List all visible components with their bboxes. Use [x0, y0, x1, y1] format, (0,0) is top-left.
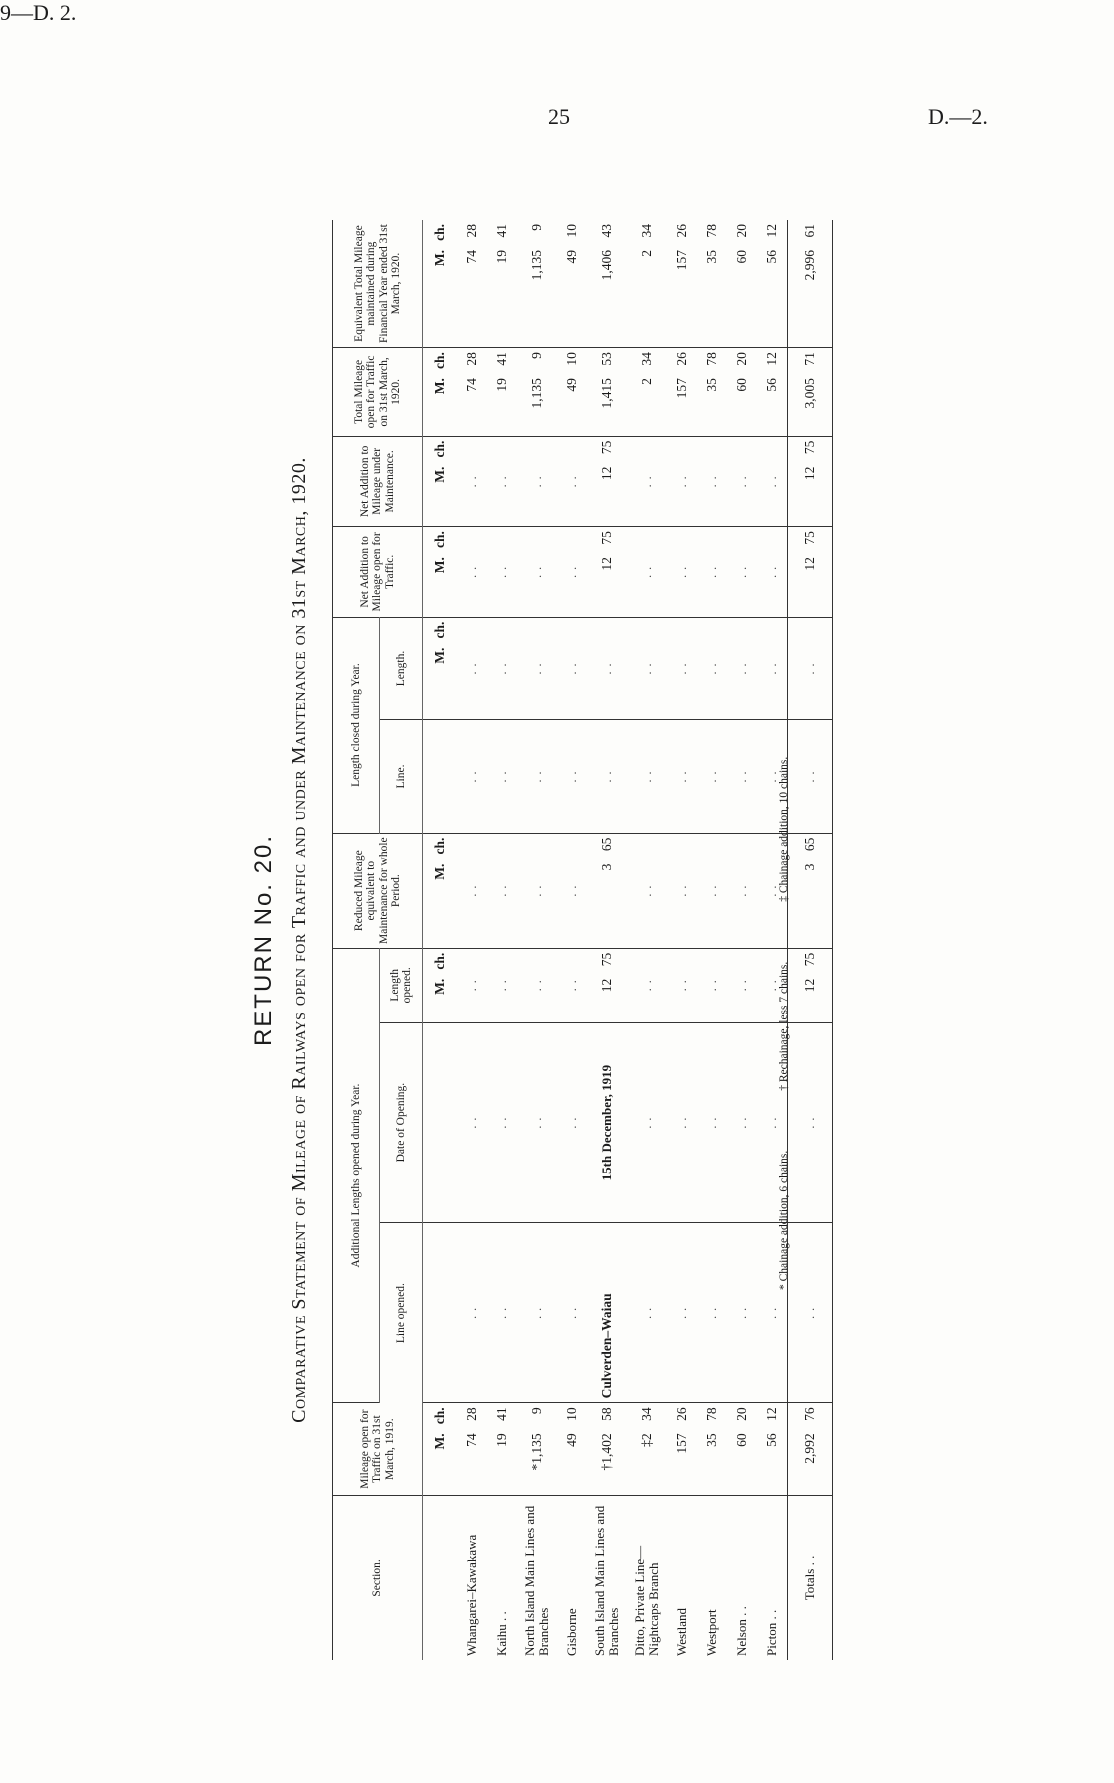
- table-row: [697, 220, 727, 1660]
- miles-value: 1,406: [599, 250, 614, 281]
- blank-dots: . .: [764, 1116, 779, 1129]
- col-mileage-1919: Mileage open for Traffic on 31st March, 1919.: [333, 1403, 423, 1496]
- section-name: South Island Main Lines and Branches: [592, 1505, 621, 1656]
- unit-ch: ch.: [432, 837, 447, 855]
- blank-dots: . .: [529, 884, 544, 897]
- blank-dots: . .: [764, 979, 779, 992]
- col-closed-line: Line.: [380, 720, 423, 833]
- blank-dots: . .: [529, 1116, 544, 1129]
- chains-value: 28: [464, 1407, 479, 1421]
- chains-value: 20: [734, 352, 749, 366]
- miles-value: 19: [494, 378, 509, 392]
- col-group-additional: Additional Lengths opened during Year.: [333, 948, 380, 1403]
- blank-dots: . .: [639, 1306, 654, 1319]
- chains-value: 10: [564, 1407, 579, 1421]
- footnote: ‡ Chainage addition, 10 chains.: [778, 756, 790, 902]
- blank-dots: . .: [494, 979, 509, 992]
- col-length-opened: Length opened.: [380, 948, 423, 1022]
- blank-dots: . .: [464, 1306, 479, 1319]
- blank-dots: . .: [494, 565, 509, 578]
- blank-dots: . .: [802, 662, 817, 675]
- mileage-table: [332, 220, 833, 1660]
- miles-value: 157: [674, 250, 689, 271]
- unit-m: M.: [432, 647, 447, 664]
- blank-dots: . .: [802, 1116, 817, 1129]
- unit-ch: ch.: [432, 224, 447, 241]
- miles-value: 49: [564, 1433, 579, 1447]
- section-name: Gisborne: [564, 1608, 580, 1656]
- blank-dots: . .: [802, 770, 817, 783]
- footnote: † Rechainage, less 7 chains.: [778, 961, 790, 1091]
- unit-ch: ch.: [432, 621, 447, 639]
- blank-dots: . .: [464, 770, 479, 783]
- blank-dots: . .: [764, 565, 779, 578]
- blank-dots: . .: [734, 770, 749, 783]
- blank-dots: . .: [564, 884, 579, 897]
- blank-dots: . .: [764, 1306, 779, 1319]
- miles-value: 2,996: [802, 250, 817, 281]
- miles-value: 1,135: [529, 250, 544, 281]
- blank-dots: . .: [674, 979, 689, 992]
- page-number: 25: [548, 104, 570, 129]
- unit-m: M.: [432, 378, 447, 395]
- blank-dots: . .: [734, 884, 749, 897]
- blank-dots: . .: [764, 662, 779, 675]
- blank-dots: . .: [564, 979, 579, 992]
- blank-dots: . .: [564, 1116, 579, 1129]
- table-row: [517, 220, 557, 1660]
- miles-value: 49: [564, 250, 579, 264]
- miles-value: 60: [734, 250, 749, 264]
- blank-dots: . .: [564, 1306, 579, 1319]
- blank-dots: . .: [639, 565, 654, 578]
- unit-m: M.: [432, 466, 447, 483]
- chains-value: 41: [494, 224, 509, 238]
- chains-value: 28: [464, 224, 479, 238]
- totals-row: [788, 220, 833, 1660]
- blank-dots: . .: [464, 662, 479, 675]
- miles-value: 12: [802, 557, 817, 571]
- chains-value: 20: [734, 1407, 749, 1421]
- table-row: [727, 220, 757, 1660]
- chains-value: 10: [564, 224, 579, 238]
- miles-value: 49: [564, 378, 579, 392]
- blank-dots: . .: [674, 1116, 689, 1129]
- chains-value: 76: [802, 1407, 817, 1421]
- chains-value: 9: [529, 1407, 544, 1415]
- miles-value: 19: [494, 250, 509, 264]
- chains-value: 26: [674, 224, 689, 238]
- chains-value: 34: [639, 1407, 654, 1421]
- unit-ch: ch.: [432, 440, 447, 458]
- blank-dots: . .: [494, 884, 509, 897]
- blank-dots: . .: [464, 1116, 479, 1129]
- miles-value: 2,992: [802, 1433, 817, 1464]
- unit-ch: ch.: [432, 352, 447, 370]
- miles-value: 1,135: [529, 378, 544, 409]
- miles-value: 1,415: [599, 378, 614, 409]
- miles-value: 35: [704, 378, 719, 392]
- chains-value: 65: [599, 837, 614, 852]
- section-name: Picton . .: [764, 1609, 780, 1656]
- miles-value: 12: [802, 466, 817, 481]
- section-name: Whangarei–Kawakawa: [464, 1534, 480, 1656]
- blank-dots: . .: [464, 884, 479, 897]
- chains-value: 78: [704, 352, 719, 366]
- blank-dots: . .: [674, 475, 689, 488]
- line-opened: Culverden–Waiau: [599, 1293, 614, 1399]
- blank-dots: . .: [734, 979, 749, 992]
- miles-value: 157: [674, 378, 689, 399]
- miles-value: 12: [599, 557, 614, 571]
- chains-value: 65: [802, 837, 817, 852]
- miles-value: 74: [464, 378, 479, 392]
- blank-dots: . .: [564, 770, 579, 783]
- blank-dots: . .: [564, 662, 579, 675]
- blank-dots: . .: [734, 1116, 749, 1129]
- blank-dots: . .: [734, 475, 749, 488]
- rotated-table-page: [250, 220, 818, 1660]
- chains-value: 10: [564, 352, 579, 366]
- unit-ch: ch.: [432, 952, 447, 970]
- blank-dots: . .: [704, 884, 719, 897]
- chains-value: 75: [599, 531, 614, 545]
- blank-dots: . .: [764, 475, 779, 488]
- blank-dots: . .: [494, 475, 509, 488]
- blank-dots: . .: [734, 1306, 749, 1319]
- blank-dots: . .: [639, 475, 654, 488]
- chains-value: 12: [764, 352, 779, 366]
- col-total-1920: Total Mileage open for Traffic on 31st March, 1920.: [333, 348, 423, 436]
- footnote: * Chainage addition, 6 chains.: [778, 1150, 790, 1290]
- table-row: [627, 220, 667, 1660]
- blank-dots: . .: [704, 979, 719, 992]
- blank-dots: . .: [704, 770, 719, 783]
- miles-value: 3: [802, 863, 817, 871]
- chains-value: 41: [494, 352, 509, 366]
- miles-value: 56: [764, 250, 779, 264]
- blank-dots: . .: [464, 565, 479, 578]
- section-name: North Island Main Lines and Branches: [522, 1505, 551, 1656]
- miles-value: *1,135: [529, 1433, 544, 1471]
- table-row: [667, 220, 697, 1660]
- col-group-closed: Length closed during Year.: [333, 617, 380, 833]
- section-name: Ditto, Private Line—Nightcaps Branch: [632, 1545, 661, 1656]
- blank-dots: . .: [464, 979, 479, 992]
- blank-dots: . .: [704, 662, 719, 675]
- blank-dots: . .: [494, 662, 509, 675]
- chains-value: 26: [674, 1407, 689, 1421]
- table-body: [423, 220, 833, 1660]
- miles-value: 60: [734, 378, 749, 392]
- blank-dots: . .: [529, 979, 544, 992]
- chains-value: 12: [764, 1407, 779, 1421]
- blank-dots: . .: [764, 770, 779, 783]
- blank-dots: . .: [704, 1306, 719, 1319]
- chains-value: 20: [734, 224, 749, 238]
- chains-value: 26: [674, 352, 689, 366]
- miles-value: 2: [639, 378, 654, 385]
- miles-value: 19: [494, 1433, 509, 1447]
- section-name: Kaihu . .: [494, 1611, 510, 1656]
- miles-value: †1,402: [599, 1433, 614, 1471]
- chains-value: 75: [599, 440, 614, 455]
- blank-dots: . .: [529, 770, 544, 783]
- blank-dots: . .: [564, 475, 579, 488]
- col-net-maintenance: Net Addition to Mileage under Maintenance.: [333, 436, 423, 527]
- chains-value: 75: [802, 531, 817, 545]
- blank-dots: . .: [704, 1116, 719, 1129]
- date-of-opening: 15th December, 1919: [599, 1064, 614, 1181]
- chains-value: 43: [599, 224, 614, 238]
- blank-dots: . .: [529, 1306, 544, 1319]
- miles-value: 12: [802, 978, 817, 993]
- chains-value: 58: [599, 1407, 614, 1421]
- blank-dots: . .: [494, 770, 509, 783]
- miles-value: 3: [599, 863, 614, 871]
- blank-dots: . .: [674, 884, 689, 897]
- blank-dots: . .: [674, 565, 689, 578]
- blank-dots: . .: [639, 662, 654, 675]
- chains-value: 28: [464, 352, 479, 366]
- blank-dots: . .: [704, 565, 719, 578]
- blank-dots: . .: [802, 1306, 817, 1319]
- miles-value: 157: [674, 1433, 689, 1454]
- miles-value: 56: [764, 1433, 779, 1447]
- table-row: [487, 220, 517, 1660]
- blank-dots: . .: [564, 565, 579, 578]
- footnotes: [778, 757, 790, 1290]
- section-name: Westland: [674, 1607, 690, 1656]
- table-row: [557, 220, 587, 1660]
- blank-dots: . .: [734, 565, 749, 578]
- blank-dots: . .: [494, 1306, 509, 1319]
- blank-dots: . .: [674, 662, 689, 675]
- blank-dots: . .: [674, 770, 689, 783]
- miles-value: 60: [734, 1433, 749, 1447]
- unit-ch: ch.: [432, 531, 447, 548]
- chains-value: 71: [802, 352, 817, 366]
- chains-value: 34: [639, 224, 654, 238]
- miles-value: 74: [464, 1433, 479, 1447]
- miles-value: 56: [764, 378, 779, 392]
- document-reference: D.—2.: [928, 104, 988, 129]
- blank-dots: . .: [674, 1306, 689, 1319]
- col-net-traffic: Net Addition to Mileage open for Traffic.: [333, 527, 423, 618]
- chains-value: 9: [529, 224, 544, 231]
- blank-dots: . .: [529, 565, 544, 578]
- chains-value: 53: [599, 352, 614, 366]
- unit-m: M.: [432, 250, 447, 267]
- unit-m: M.: [432, 1433, 447, 1450]
- chains-value: 75: [599, 952, 614, 967]
- chains-value: 61: [802, 224, 817, 238]
- miles-value: 12: [599, 978, 614, 993]
- blank-dots: . .: [639, 884, 654, 897]
- blank-dots: . .: [494, 1116, 509, 1129]
- blank-dots: . .: [639, 979, 654, 992]
- blank-dots: . .: [464, 475, 479, 488]
- miles-value: 3,005: [802, 378, 817, 409]
- unit-m: M.: [432, 978, 447, 995]
- col-date-opening: Date of Opening.: [380, 1022, 423, 1223]
- col-equivalent: Equivalent Total Mileage maintained during Financial Year ended 31st March, 1920.: [333, 220, 423, 348]
- statement-title: Comparative Statement of Mileage of Railways open for Traffic and under Maintenance on 31st March, 1920.: [288, 457, 310, 1423]
- blank-dots: . .: [639, 770, 654, 783]
- miles-value: 12: [599, 466, 614, 481]
- blank-dots: . .: [734, 662, 749, 675]
- section-name: Nelson . .: [734, 1606, 750, 1656]
- chains-value: 78: [704, 1407, 719, 1421]
- chains-value: 9: [529, 352, 544, 359]
- units-row: [423, 220, 458, 1660]
- unit-m: M.: [432, 863, 447, 880]
- miles-value: 2: [639, 250, 654, 257]
- col-reduced-mileage: Reduced Mileage equivalent to Maintenance for whole Period.: [333, 833, 423, 948]
- return-title: RETURN No. 20.: [250, 833, 277, 1047]
- col-closed-length: Length.: [380, 617, 423, 720]
- chains-value: 41: [494, 1407, 509, 1421]
- totals-label: Totals . .: [802, 1555, 818, 1601]
- miles-value: ‡2: [639, 1433, 654, 1447]
- col-line-opened: Line opened.: [380, 1223, 423, 1403]
- chains-value: 12: [764, 224, 779, 238]
- blank-dots: . .: [529, 475, 544, 488]
- miles-value: 35: [704, 1433, 719, 1447]
- unit-ch: ch.: [432, 1407, 447, 1425]
- blank-dots: . .: [639, 1116, 654, 1129]
- blank-dots: . .: [599, 662, 614, 675]
- blank-dots: . .: [599, 770, 614, 783]
- blank-dots: . .: [704, 475, 719, 488]
- col-section: Section.: [333, 1495, 423, 1660]
- blank-dots: . .: [529, 662, 544, 675]
- chains-value: 34: [639, 352, 654, 366]
- footer-reference: 9—D. 2.: [0, 0, 77, 25]
- chains-value: 78: [704, 224, 719, 238]
- miles-value: 74: [464, 250, 479, 264]
- table-row: [457, 220, 487, 1660]
- section-name: Westport: [704, 1609, 720, 1656]
- unit-m: M.: [432, 557, 447, 574]
- chains-value: 75: [802, 952, 817, 967]
- blank-dots: . .: [764, 884, 779, 897]
- table-row: [587, 220, 627, 1660]
- miles-value: 35: [704, 250, 719, 264]
- chains-value: 75: [802, 440, 817, 455]
